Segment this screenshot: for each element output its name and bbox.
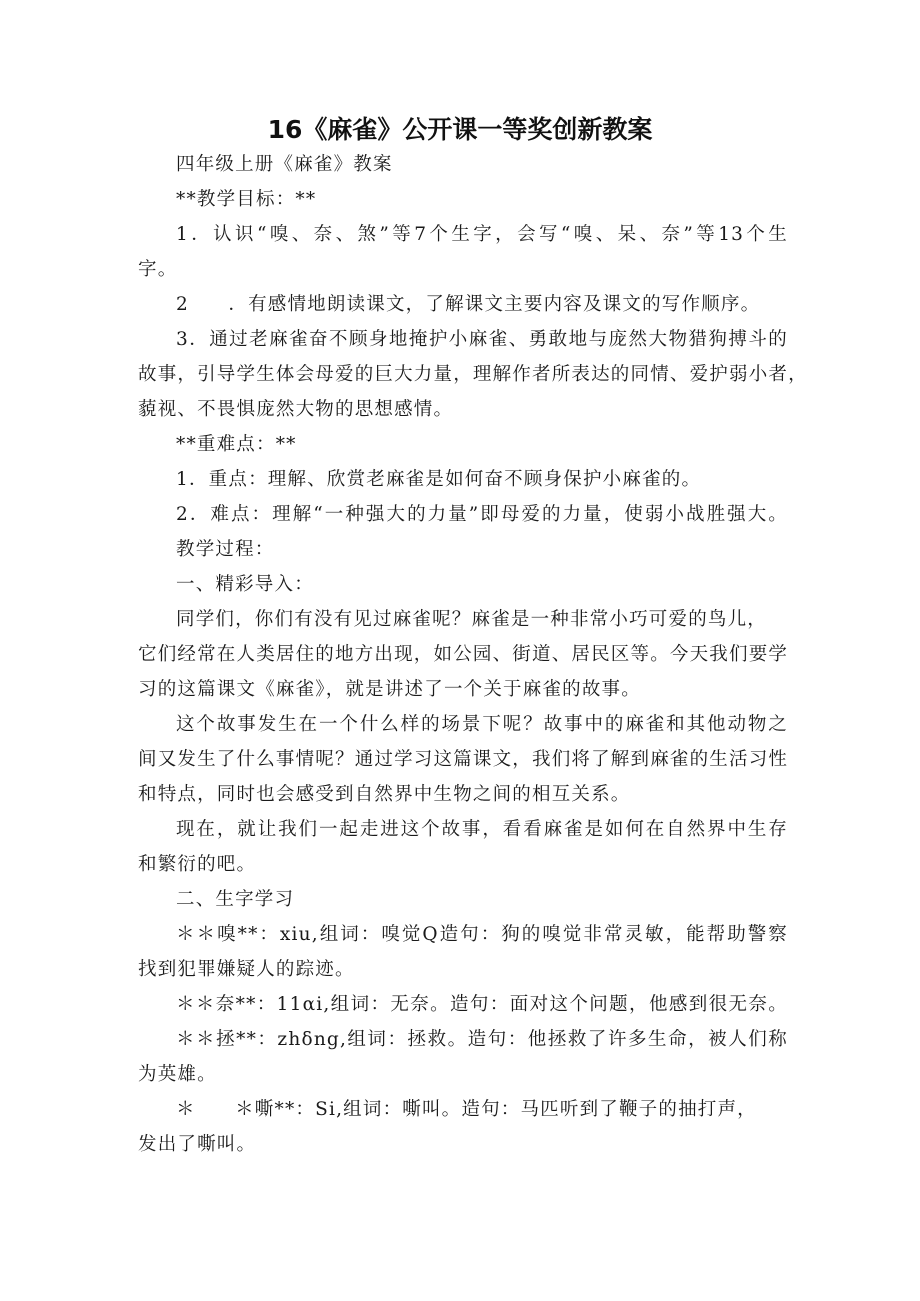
objective-3-line-3: 藐视、不畏惧庞然大物的思想感情。 [138, 399, 454, 420]
subtitle-line: 四年级上册《麻雀》教案 [176, 154, 393, 175]
objective-1-line-1: 1．认识“嗅、奈、煞”等7个生字，会写“嗅、呆、奈”等13个生 [176, 224, 788, 245]
step-1-heading: 一、精彩导入： [176, 574, 314, 595]
section-heading-process: 教学过程： [176, 539, 275, 560]
section-heading-objectives: **教学目标：** [176, 189, 317, 210]
intro-paragraph-2-line-2: 间又发生了什么事情呢？通过学习这篇课文，我们将了解到麻雀的生活习性 [138, 749, 789, 770]
document-title: 16《麻雀》公开课一等奖创新教案 [267, 115, 653, 144]
intro-paragraph-1-line-3: 习的这篇课文《麻雀》，就是讲述了一个关于麻雀的故事。 [138, 679, 641, 700]
key-point-2: 2．难点：理解“一种强大的力量”即母爱的力量，使弱小战胜强大。 [176, 504, 788, 525]
intro-paragraph-2-line-3: 和特点，同时也会感受到自然界中生物之间的相互关系。 [138, 784, 631, 805]
objective-3-line-2: 故事，引导学生体会母爱的巨大力量，理解作者所表达的同情、爱护弱小者， [138, 364, 808, 385]
objective-1-line-2: 字。 [138, 259, 178, 280]
char-si-line-1: ＊ ＊嘶**：Si,组词：嘶叫。造句：马匹听到了鞭子的抽打声， [176, 1099, 757, 1120]
objective-2: 2 ．有感情地朗读课文，了解课文主要内容及课文的写作顺序。 [176, 294, 761, 315]
intro-paragraph-1-line-2: 它们经常在人类居住的地方出现，如公园、街道、居民区等。今天我们要学 [138, 644, 789, 665]
section-heading-key-points: **重难点：** [176, 434, 297, 455]
key-point-1: 1．重点：理解、欣赏老麻雀是如何奋不顾身保护小麻雀的。 [176, 469, 702, 490]
objective-3-line-1: 3．通过老麻雀奋不顾身地掩护小麻雀、勇敢地与庞然大物猎狗搏斗的 [176, 329, 788, 350]
char-nai: ＊＊奈**：11αi,组词：无奈。造句：面对这个问题，他感到很无奈。 [176, 994, 788, 1015]
char-si-line-2: 发出了嘶叫。 [138, 1134, 257, 1155]
intro-paragraph-3-line-2: 和繁衍的吧。 [138, 854, 257, 875]
step-2-heading: 二、生字学习 [176, 889, 295, 910]
intro-paragraph-3-line-1: 现在，就让我们一起走进这个故事，看看麻雀是如何在自然界中生存 [176, 819, 788, 840]
intro-paragraph-2-line-1: 这个故事发生在一个什么样的场景下呢？故事中的麻雀和其他动物之 [176, 714, 788, 735]
intro-paragraph-1-line-1: 同学们，你们有没有见过麻雀呢？麻雀是一种非常小巧可爱的鸟儿， [176, 609, 768, 630]
char-xiu-line-1: ＊＊嗅**：xiu,组词：嗅觉Q造句：狗的嗅觉非常灵敏，能帮助警察 [176, 924, 788, 945]
char-xiu-line-2: 找到犯罪嫌疑人的踪迹。 [138, 959, 355, 980]
char-zheng-line-1: ＊＊拯**：zhδng,组词：拯救。造句：他拯救了许多生命，被人们称 [176, 1029, 788, 1050]
char-zheng-line-2: 为英雄。 [138, 1064, 217, 1085]
